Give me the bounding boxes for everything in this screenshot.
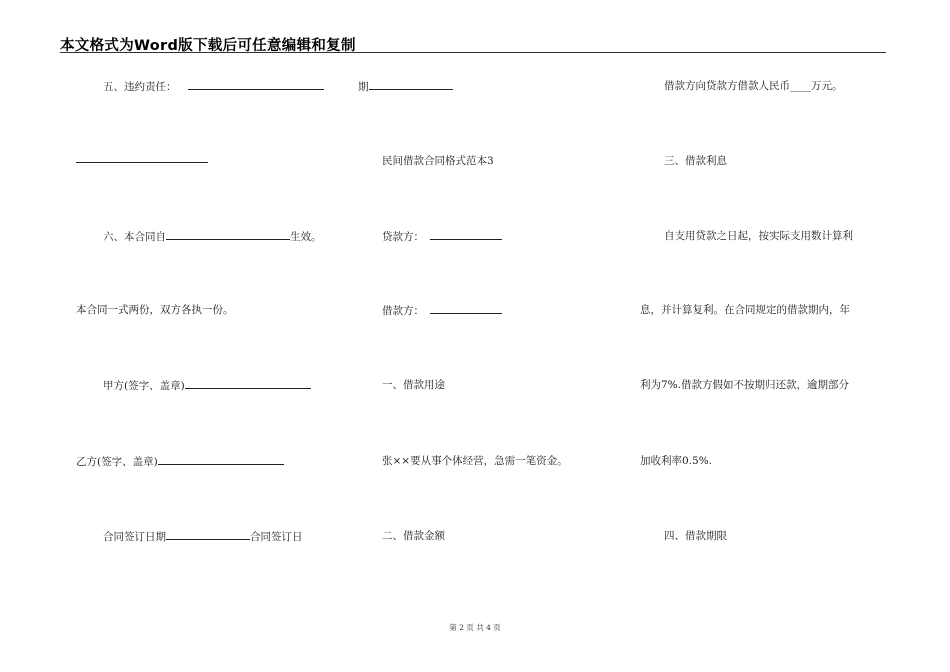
party-b-label: 乙方(签字、盖章) bbox=[76, 456, 158, 468]
lender-blank bbox=[430, 229, 502, 240]
col3-term-heading bbox=[664, 529, 727, 543]
borrower-blank bbox=[430, 303, 502, 314]
purpose-body-text: 张××要从事个体经营，急需一笔资金。 bbox=[382, 455, 568, 467]
breach-blank bbox=[188, 79, 324, 90]
sign-date-label: 合同签订日期 bbox=[103, 531, 166, 543]
col1-effective-line bbox=[103, 229, 322, 244]
col3-interest-line-4 bbox=[640, 454, 712, 468]
effective-label: 六、本合同自 bbox=[103, 231, 166, 243]
party-a-blank bbox=[185, 378, 311, 389]
period-label: 期 bbox=[358, 81, 369, 93]
template-title-text: 民间借款合同格式范本3 bbox=[382, 155, 494, 167]
col2-borrower-line bbox=[382, 303, 502, 318]
effective-suffix: 生效。 bbox=[290, 231, 322, 243]
col1-breach-line bbox=[103, 79, 324, 94]
interest-text-2: 息，并计算复利。在合同规定的借款期内，年 bbox=[640, 304, 850, 316]
header-rule bbox=[60, 52, 886, 53]
sign-date-suffix: 合同签订日 bbox=[250, 531, 303, 543]
col3-interest-line-2 bbox=[640, 303, 850, 317]
col2-lender-line bbox=[382, 229, 502, 244]
col2-template-title bbox=[382, 154, 494, 168]
col1-party-b-line bbox=[76, 454, 284, 469]
page-number: 第 2 页 共 4 页 bbox=[449, 623, 501, 632]
continuation-blank bbox=[76, 152, 208, 163]
breach-label: 五、违约责任： bbox=[103, 81, 177, 93]
col2-purpose-text bbox=[382, 454, 568, 468]
party-a-label: 甲方(签字、盖章) bbox=[103, 380, 185, 392]
col2-amount-heading bbox=[382, 529, 445, 543]
sign-date-blank bbox=[166, 529, 250, 540]
interest-heading-text: 三、借款利息 bbox=[664, 155, 727, 167]
interest-text-4: 加收利率0.5%. bbox=[640, 455, 713, 467]
purpose-heading-text: 一、借款用途 bbox=[382, 379, 445, 391]
period-blank bbox=[369, 79, 453, 90]
col3-interest-heading bbox=[664, 154, 727, 168]
col3-loan-amount-line bbox=[664, 79, 843, 93]
interest-text-1: 自支用贷款之日起，按实际支用数计算利 bbox=[664, 230, 853, 242]
col2-period-line bbox=[358, 79, 453, 94]
effective-blank bbox=[166, 229, 290, 240]
party-b-blank bbox=[158, 454, 284, 465]
col3-interest-line-1 bbox=[664, 229, 853, 243]
term-heading-text: 四、借款期限 bbox=[664, 530, 727, 542]
col1-copies-line bbox=[76, 303, 234, 317]
lender-label: 贷款方： bbox=[382, 231, 424, 243]
col3-interest-line-3 bbox=[640, 378, 849, 392]
copies-text: 本合同一式两份，双方各执一份。 bbox=[76, 304, 234, 316]
amount-heading-text: 二、借款金额 bbox=[382, 530, 445, 542]
col2-purpose-heading bbox=[382, 378, 445, 392]
col1-sign-date-line bbox=[103, 529, 303, 544]
col1-continuation-blank-line bbox=[76, 152, 208, 167]
interest-text-3: 利为7%.借款方假如不按期归还款，逾期部分 bbox=[640, 379, 849, 391]
document-header-title: 本文格式为Word版下载后可任意编辑和复制 bbox=[60, 38, 356, 54]
borrower-label: 借款方： bbox=[382, 305, 424, 317]
loan-amount-text: 借款方向贷款方借款人民币____万元。 bbox=[664, 80, 843, 92]
col1-party-a-line bbox=[103, 378, 311, 393]
